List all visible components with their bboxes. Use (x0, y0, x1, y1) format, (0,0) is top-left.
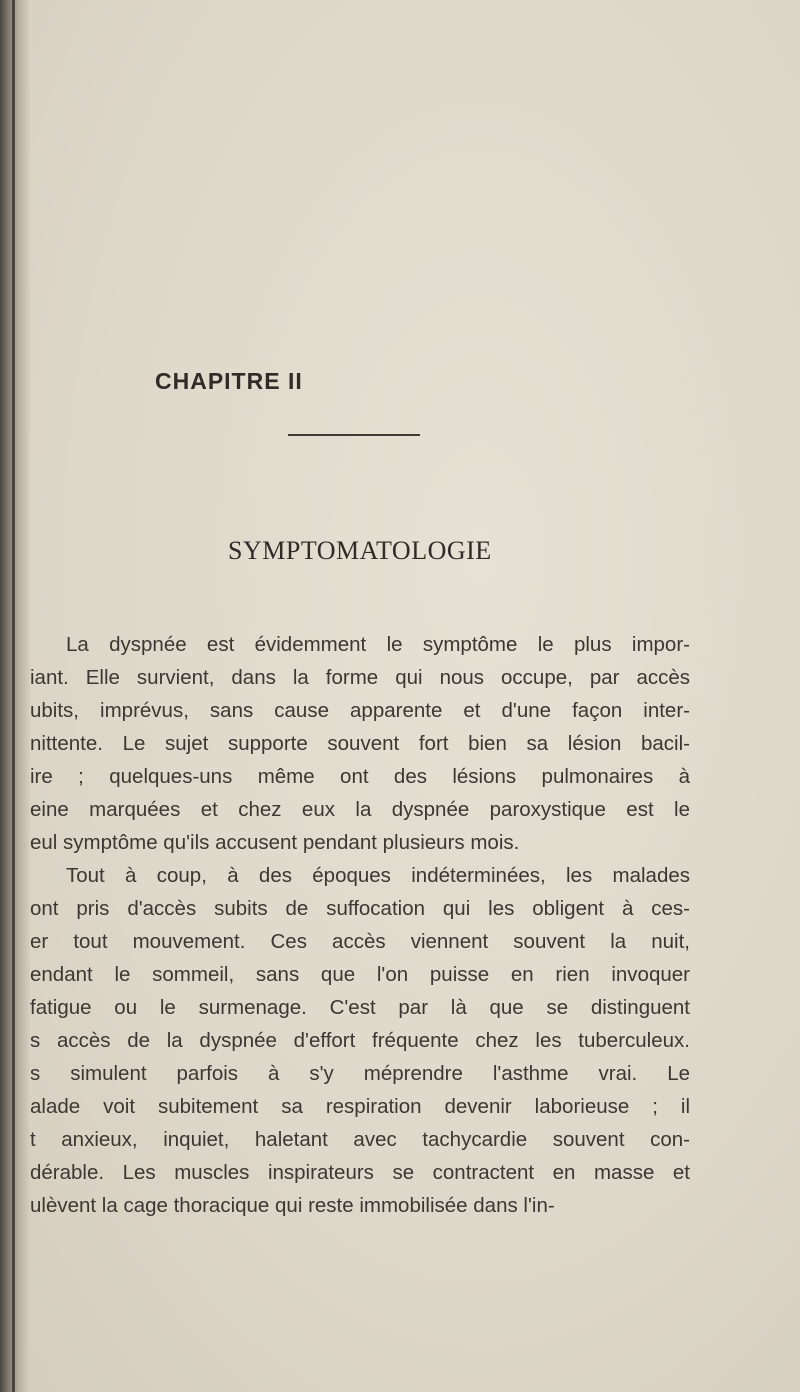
text-line: fatigue ou le surmenage. C'est par là que se distinguent (30, 996, 690, 1019)
text-line: ubits, imprévus, sans cause apparente et d'une façon inter- (30, 699, 690, 722)
text-line: ont pris d'accès subits de suffocation qui les obligent à ces- (30, 897, 690, 920)
text-line: Tout à coup, à des époques indéterminées, les malades (66, 864, 690, 887)
text-line: er tout mouvement. Ces accès viennent souvent la nuit, (30, 930, 690, 953)
chapter-heading: CHAPITRE II (155, 368, 303, 394)
binding-edge (12, 0, 15, 1392)
heading-rule (288, 434, 420, 436)
text-line: ire ; quelques-uns même ont des lésions pulmonaires à (30, 765, 690, 788)
text-line: iant. Elle survient, dans la forme qui nous occupe, par accès (30, 666, 690, 689)
section-title: SYMPTOMATOLOGIE (228, 536, 492, 565)
text-line: ulèvent la cage thoracique qui reste immobilisée dans l'in- (30, 1194, 555, 1217)
text-line: alade voit subitement sa respiration devenir laborieuse ; il (30, 1095, 690, 1118)
text-line: endant le sommeil, sans que l'on puisse en rien invoquer (30, 963, 690, 986)
text-line: eul symptôme qu'ils accusent pendant plusieurs mois. (30, 831, 520, 854)
text-line: s accès de la dyspnée d'effort fréquente chez les tuberculeux. (30, 1029, 690, 1052)
text-line: La dyspnée est évidemment le symptôme le plus impor- (66, 633, 690, 656)
body-text (30, 628, 690, 1222)
text-line: dérable. Les muscles inspirateurs se contractent en masse et (30, 1161, 690, 1184)
page-gutter (0, 0, 30, 1392)
text-line: s simulent parfois à s'y méprendre l'asthme vrai. Le (30, 1062, 690, 1085)
text-line: t anxieux, inquiet, haletant avec tachycardie souvent con- (30, 1128, 690, 1151)
text-line: eine marquées et chez eux la dyspnée paroxystique est le (30, 798, 690, 821)
text-line: nittente. Le sujet supporte souvent fort bien sa lésion bacil- (30, 732, 690, 755)
